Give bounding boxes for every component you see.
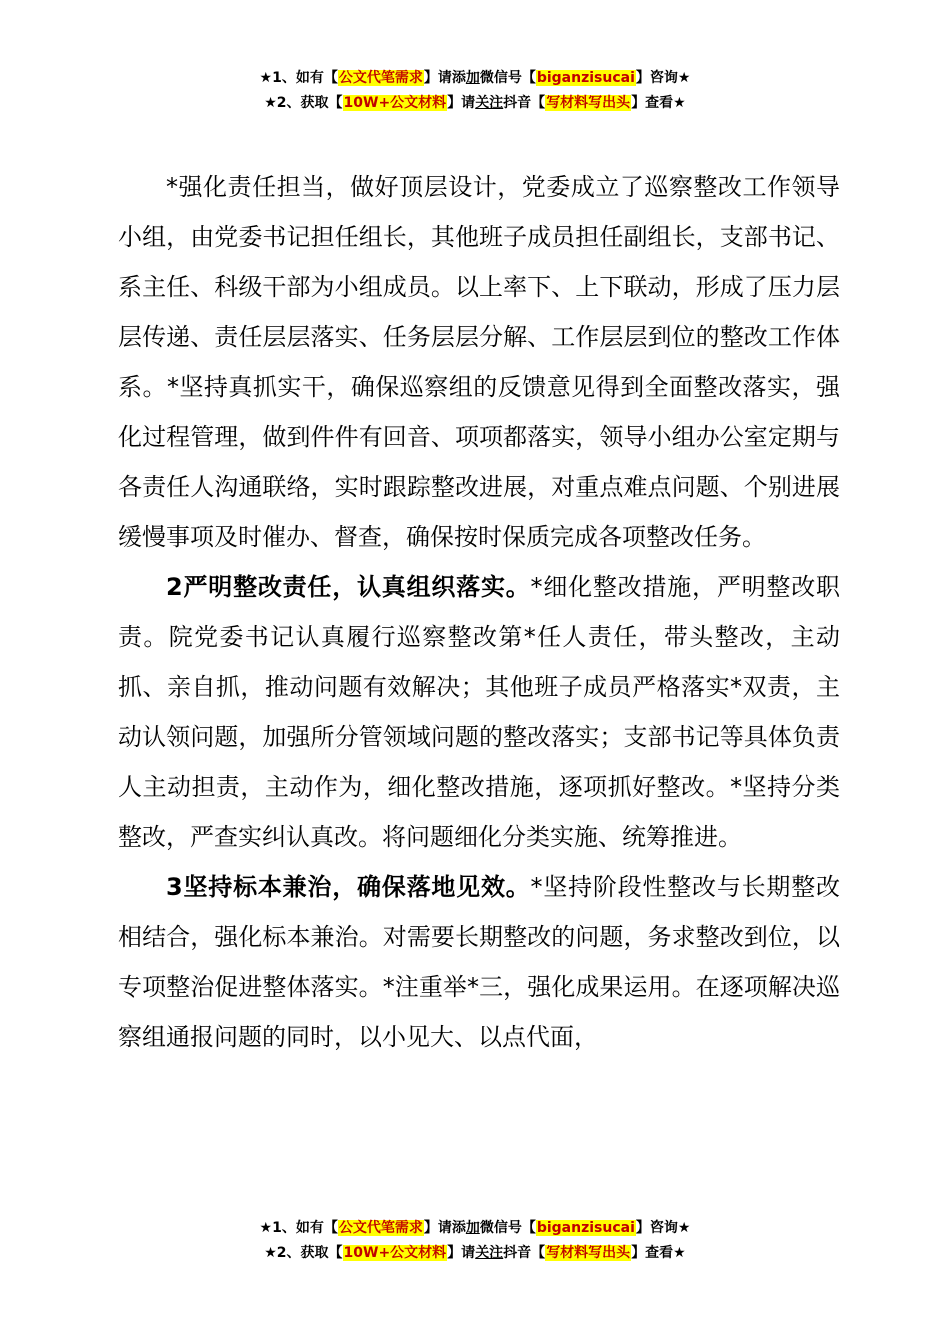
banner-text: 微信号【 bbox=[479, 70, 536, 86]
banner-highlight: biganzisucai bbox=[536, 70, 635, 86]
banner-line-1 bbox=[0, 66, 950, 91]
banner-text: 】请添 bbox=[423, 1220, 466, 1236]
paragraph-3 bbox=[118, 862, 840, 1062]
banner-underlined-text: 关注 bbox=[475, 1245, 504, 1261]
banner-text: 】查看★ bbox=[631, 95, 686, 111]
banner-text: 】咨询★ bbox=[635, 70, 691, 86]
document-body bbox=[118, 162, 840, 1062]
header-banner bbox=[0, 66, 950, 116]
paragraph-heading: 3坚持标本兼治，确保落地见效。 bbox=[166, 873, 531, 901]
banner-highlight: 写材料写出头 bbox=[546, 95, 631, 111]
banner-text: ★1、如有【 bbox=[259, 1220, 338, 1236]
banner-text: ★1、如有【 bbox=[259, 70, 338, 86]
banner-underlined-text: 关注 bbox=[475, 95, 504, 111]
banner-line-2 bbox=[0, 1241, 950, 1266]
paragraph-text: *坚持阶段性整改与长期整改相结合，强化标本兼治。对需要长期整改的问题，务求整改到位，以专项整治促进整体落实。*注重举*三，强化成果运用。在逐项解决巡察组通报问题的同时，以小见大、以点代面， bbox=[118, 873, 840, 1051]
banner-text: 】请 bbox=[447, 95, 476, 111]
banner-highlight: 写材料写出头 bbox=[546, 1245, 631, 1261]
banner-text: 】咨询★ bbox=[635, 1220, 691, 1236]
banner-text: 微信号【 bbox=[479, 1220, 536, 1236]
paragraph-2 bbox=[118, 562, 840, 862]
banner-highlight: 公文代笔需求 bbox=[338, 1220, 423, 1236]
banner-underlined-text: 加 bbox=[465, 1220, 480, 1236]
banner-highlight: 10W+公文材料 bbox=[343, 1245, 447, 1261]
banner-line-1 bbox=[0, 1216, 950, 1241]
banner-highlight: biganzisucai bbox=[536, 1220, 635, 1236]
banner-highlight: 公文代笔需求 bbox=[338, 70, 423, 86]
paragraph-text: *细化整改措施，严明整改职责。院党委书记认真履行巡察整改第*任人责任，带头整改，主动抓、亲自抓，推动问题有效解决；其他班子成员严格落实*双责，主动认领问题，加强所分管领域问题的整改落实；支部书记等具体负责人主动担责，主动作为，细化整改措施，逐项抓好整改。*坚持分类整改，严查实纠认真改。将问题细化分类实施、统筹推进。 bbox=[118, 573, 840, 851]
banner-text: ★2、获取【 bbox=[264, 1245, 343, 1261]
banner-text: 】请 bbox=[447, 1245, 476, 1261]
banner-underlined-text: 加 bbox=[465, 70, 480, 86]
banner-line-2 bbox=[0, 91, 950, 116]
paragraph-1: *强化责任担当，做好顶层设计，党委成立了巡察整改工作领导小组，由党委书记担任组长，其他班子成员担任副组长，支部书记、系主任、科级干部为小组成员。以上率下、上下联动，形成了压力层层传递、责任层层落实、任务层层分解、工作层层到位的整改工作体系。*坚持真抓实干，确保巡察组的反馈意见得到全面整改落实，强化过程管理，做到件件有回音、项项都落实，领导小组办公室定期与各责任人沟通联络，实时跟踪整改进展，对重点难点问题、个别进展缓慢事项及时催办、督查，确保按时保质完成各项整改任务。 bbox=[118, 173, 840, 551]
banner-text: 】查看★ bbox=[631, 1245, 686, 1261]
banner-text: 】请添 bbox=[423, 70, 466, 86]
banner-highlight: 10W+公文材料 bbox=[343, 95, 447, 111]
footer-banner bbox=[0, 1216, 950, 1266]
banner-text: 抖音【 bbox=[503, 1245, 546, 1261]
paragraph-heading: 2严明整改责任，认真组织落实。 bbox=[166, 573, 531, 601]
banner-text: 抖音【 bbox=[503, 95, 546, 111]
banner-text: ★2、获取【 bbox=[264, 95, 343, 111]
